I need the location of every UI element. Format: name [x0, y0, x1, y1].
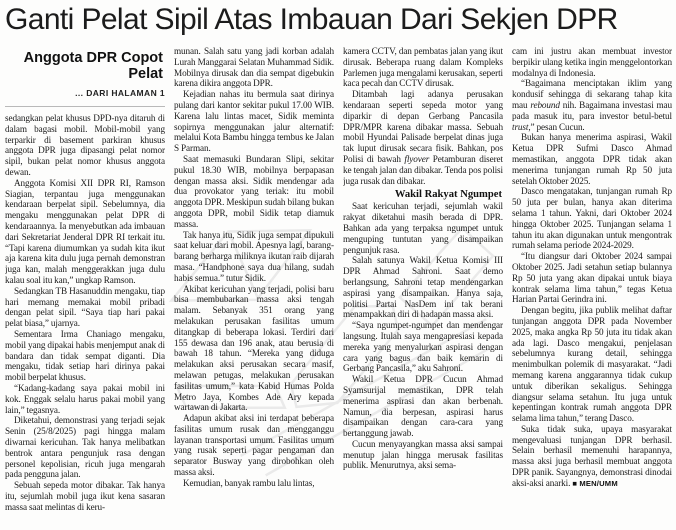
article-columns: [5, 46, 672, 528]
article-paragraph: Suka tidak suka, upaya masyarakat mengevaluasi tunjangan DPR berhasil. Selain berhasil memenuhi harapannya, massa aksi juga berhasil membuat anggota DPR panik. Sayangnya, demonstrasi dinodai aksi-aksi anarki. ■ MEN/UMM: [512, 423, 672, 488]
article-paragraph: cam ini justru akan membuat investor berpikir ulang ketika ingin menggelontorkan modalnya di Indonesia.: [512, 46, 672, 78]
article-paragraph: Adapun akibat aksi ini terdapat beberapa fasilitas umum rusak dan mengganggu layanan transportasi umum. Fasilitas umum yang rusak seperti pagar pengaman dan separator Busway yang dirobohkan oleh massa aksi.: [174, 413, 334, 478]
continuation-from-page: ... DARI HALAMAN 1: [75, 88, 165, 98]
article-paragraph: Dengan begitu, jika publik melihat daftar tunjangan anggota DPR pada November 2025, maka angka Rp 50 juta itu tidak akan ada lagi. Dasco mengakui, penjelasan sebelumnya kurang detail, sehingga menimbulkan polemik di masyarakat. “Jadi memang karena anggarannya tidak cukup untuk diberikan sekaligus. Sehingga diangsur selama setahun. Itu juga untuk kepentingan kontrak rumah anggota DPR selama lima tahun,” terang Dasco.: [512, 305, 672, 424]
article-paragraph: Wakil Ketua DPR Cucun Ahmad Syamsurijal memastikan, DPR telah menerima aspirasi dan akan berbenah. Namun, dia berpesan, aspirasi harus disampaikan dengan cara-cara yang bertanggung jawab.: [343, 374, 503, 439]
article-paragraph: “Kadang-kadang saya pakai mobil ini kok. Enggak selalu harus pakai mobil yang lain,” tegasnya.: [5, 382, 165, 415]
article-paragraph: “Itu diangsur dari Oktober 2024 sampai Oktober 2025. Jadi setahun setiap bulannya Rp 50 juta yang akan dipakai untuk biaya kontrak selama lima tahun,” tegas Ketua Harian Partai Gerindra ini.: [512, 251, 672, 305]
article-paragraph: Akibat kericuhan yang terjadi, polisi baru bisa membubarkan massa aksi tengah malam. Sebanyak 351 orang yang melakukan perusakan fasilitas umum ditangkap di beberapa lokasi. Terdiri dari 155 dewasa dan 196 anak, atau berusia di bawah 18 tahun. “Mereka yang diduga melakukan aksi perusakan secara masif, melawan petugas, melakukan perusakan fasilitas umum,” kata Kabid Humas Polda Metro Jaya, Kombes Ade Ary kepada wartawan di Jakarta.: [174, 283, 334, 413]
column-3-text: [343, 46, 503, 471]
column-2: [174, 46, 334, 528]
column-1: [5, 46, 165, 528]
article-paragraph: Saat memasuki Bundaran Slipi, sekitar pukul 18.30 WIB, mobilnya berpapasan dengan massa aksi. Sidik mendengar ada dua provokator yang teriak: itu mobil anggota DPR. Meskipun sudah bilang bukan anggota DPR, mobil Sidik tetap diamuk massa.: [174, 153, 334, 229]
article-paragraph: Dasco mengatakan, tunjangan rumah Rp 50 juta per bulan, hanya akan diterima selama 1 tahun. Yakni, dari Oktober 2024 hingga Oktober 2025. Tunjangan selama 1 tahun itu akan digunakan untuk mengontrak rumah selama periode 2024-2029.: [512, 186, 672, 251]
column-2-text: [174, 46, 334, 489]
article-paragraph: Sedangkan TB Hasanuddin mengaku, tiap hari memang memakai mobil pribadi dengan pelat sipil. “Saya tiap hari pakai pelat biasa,” ujarnya.: [5, 285, 165, 329]
article-paragraph: Diketahui, demonstrasi yang terjadi sejak Senin (25/8/2025) pagi hingga malam diwarnai kericuhan. Tak hanya melibatkan bentrok antara pengunjuk rasa dengan personel kepolisian, ricuh juga mengarah pada pengguna jalan.: [5, 415, 165, 480]
article-paragraph: “Saya ngumpet-ngumpet dan mendengar langsung. Itulah saya mengapresiasi kepada mereka yang menyalurkan aspirasi dengan cara yang bagus dan baik kemarin di Gerbang Pancasila,” aku Sahroni.: [343, 320, 503, 374]
article-paragraph: Kejadian nahas itu bermula saat dirinya pulang dari kantor sekitar pukul 17.00 WIB. Karena lalu lintas macet, Sidik meminta sopirnya menggunakan jalur alternatif: melalui Kota Bambu hingga tembus ke Jalan S Parman.: [174, 89, 334, 154]
article-paragraph: Ditambah lagi adanya perusakan kendaraan seperti sepeda motor yang diparkir di depan Gerbang Pancasila DPR/MPR karena dibakar massa. Sebuah mobil Hyundai Palisade berpelat dinas juga tak luput dirusak secara fisik. Bahkan, pos Polisi di bawah flyover Petamburan diseret ke tengah jalan dan dibakar. Tenda pos polisi juga rusak dan dibakar.: [343, 89, 503, 186]
column-4: [512, 46, 672, 528]
article-headline: Ganti Pelat Sipil Atas Imbauan Dari Sekjen DPR: [5, 3, 618, 36]
continuation-title: Anggota DPR Copot Pelat: [23, 50, 163, 82]
article-paragraph: kamera CCTV, dan pembatas jalan yang ikut dirusak. Beberapa ruang dalam Kompleks Parlemen juga mengalami kerusakan, seperti kaca pecah dan CCTV dirusak.: [343, 46, 503, 89]
article-paragraph: Kemudian, banyak rambu lalu lintas,: [183, 477, 315, 488]
section-subhead: Wakil Rakyat Ngumpet: [394, 189, 502, 201]
article-paragraph: Salah satunya Wakil Ketua Komisi III DPR Ahmad Sahroni. Saat demo berlangsung, Sahroni tetap mendengarkan aspirasi yang disampaikan. Hanya saja, politisi Partai NasDem ini tak berani menampakkan diri di hadapan massa aksi.: [343, 255, 503, 320]
column-3: [343, 46, 503, 528]
article-paragraph: Bukan hanya menerima aspirasi, Wakil Ketua DPR Sufmi Dasco Ahmad memastikan, anggota DPR tidak akan menerima tunjangan rumah Rp 50 juta setelah Oktober 2025.: [512, 132, 672, 186]
column-1-text: [5, 113, 165, 512]
article-paragraph: “Bagaimana menciptakan iklim yang kondusif sehingga di sekarang tahap kita mau rebound nih. Bagaimana investasi mau pada masuk itu, para investor betul-betul trust,” pesan Cucun.: [512, 78, 672, 132]
article-paragraph: Sebuah sepeda motor dibakar. Tak hanya itu, sejumlah mobil juga ikut kena sasaran massa saat melintas di keru-: [5, 480, 165, 512]
article-paragraph: Cucun menyayangkan massa aksi sampai menutup jalan hingga merusak fasilitas publik. Menurutnya, aksi sema-: [343, 438, 503, 471]
article-end-sigil: ■ MEN/UMM: [570, 478, 618, 488]
article-paragraph: Saat kericuhan terjadi, sejumlah wakil rakyat diketahui masih berada di DPR. Bahkan ada yang terpaksa ngumpet untuk menguping tuntutan yang disampaikan pengunjuk rasa.: [343, 201, 503, 255]
article-paragraph: Tak hanya itu, Sidik juga sempat dipukuli saat keluar dari mobil. Apesnya lagi, barang-barang berharga miliknya ikutan raib dijarah masa. “Handphone saya dua hilang, sudah habis semua.” tutur Sidik.: [174, 229, 334, 283]
header-divider: [5, 106, 165, 107]
article-paragraph: Anggota Komisi XII DPR RI, Ramson Siagian, terpantau juga menggunakan kendaraan berpelat sipil. Sebelumnya, dia mengaku menggunakan pelat DPR di kendaraannya. Ia menyebutkan ada imbauan dari Sekretariat Jenderal DPR RI terkait itu. “Tapi karena diumumkan ya sudah kita ikut aja karena kita dulu juga pernah demonstran juga kan, malah menggerakkan juga dulu kalau soal itu kan,” ungkap Ramson.: [5, 177, 165, 285]
article-paragraph: sedangkan pelat khusus DPD-nya ditaruh di dalam bagasi mobil. Mobil-mobil yang terparkir di basement parkiran khusus anggota DPR juga dipasangi pelat nomor sipil, bukan pelat nomor khusus anggota dewan.: [5, 113, 165, 177]
article-paragraph: munan. Salah satu yang jadi korban adalah Lurah Manggarai Selatan Muhammad Sidik. Mobilnya dirusak dan dia sempat digebukin karena dikira anggota DPR.: [174, 46, 334, 89]
article-paragraph: Sementara Irma Chaniago mengaku, mobil yang dipakai habis menjemput anak di bandara dan tidak sempat diganti. Dia mengaku, tidak setiap hari dirinya pakai mobil berpelat khusus.: [5, 328, 165, 383]
column-4-text: [512, 46, 672, 490]
